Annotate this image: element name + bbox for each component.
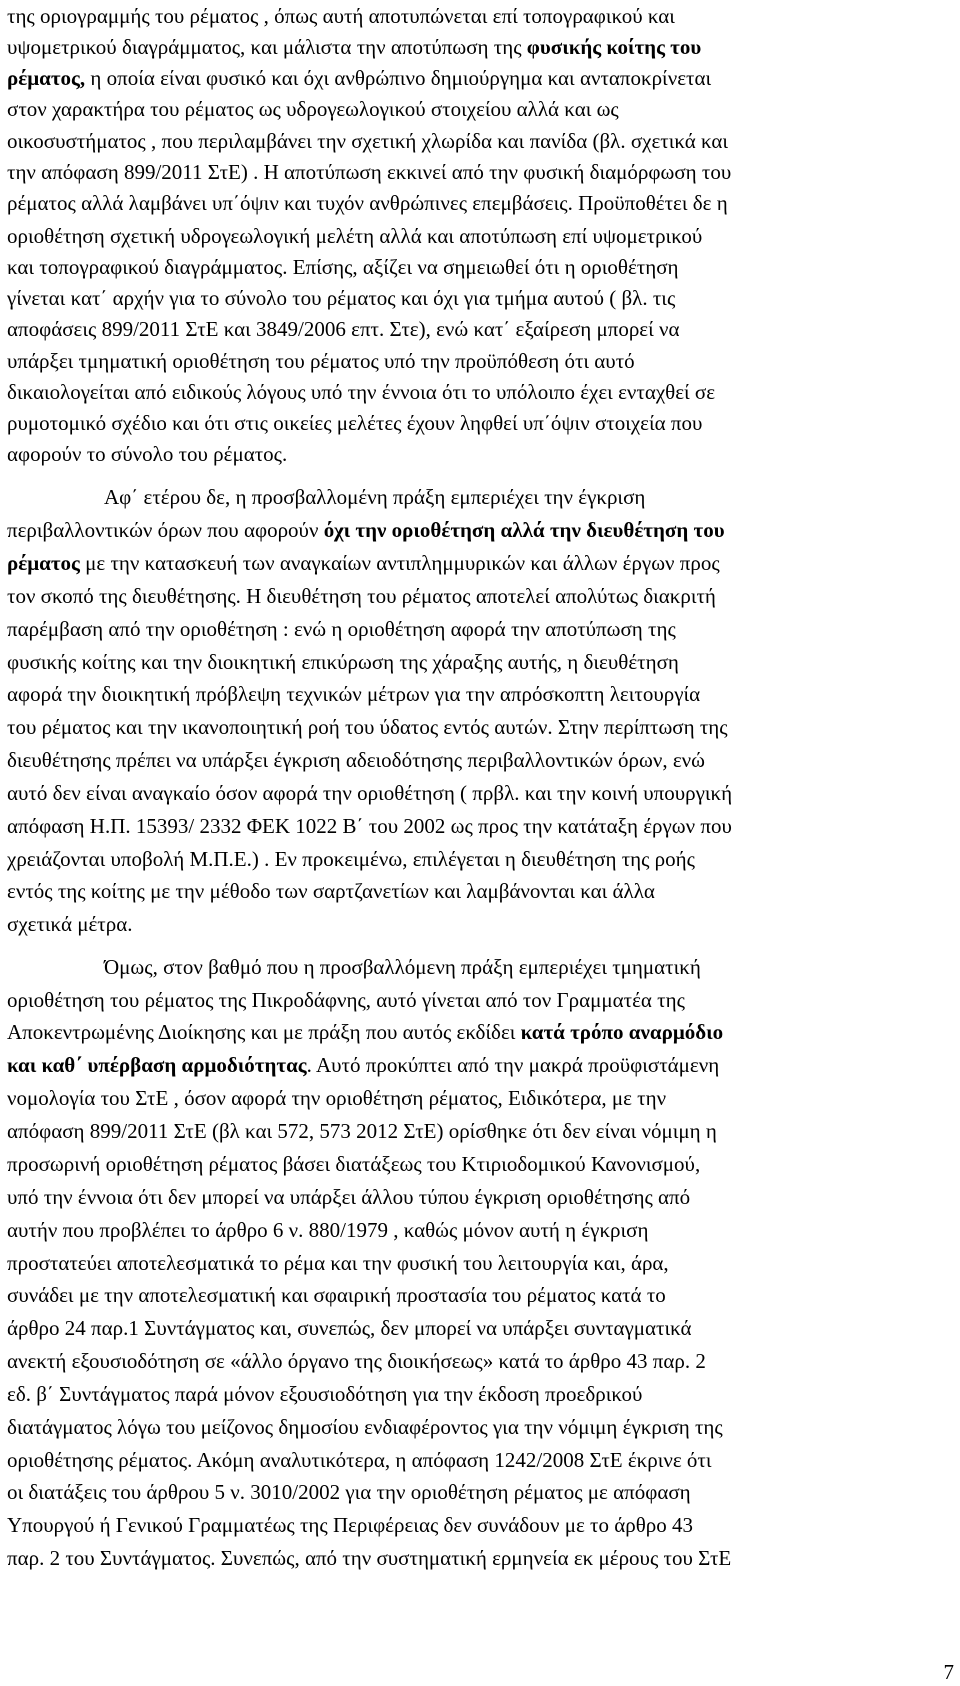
text-line bbox=[7, 1413, 723, 1441]
text-line bbox=[7, 1347, 706, 1375]
text-segment: προστατεύει αποτελεσματικά το ρέμα και την φυσική του λειτουργία και, άρα, bbox=[7, 1251, 669, 1275]
text-segment: περιβαλλοντικών όρων που αφορούν bbox=[7, 518, 324, 542]
bold-text-segment: ρέματος, bbox=[7, 66, 86, 90]
text-line bbox=[7, 910, 132, 938]
text-line bbox=[7, 845, 695, 873]
text-line bbox=[7, 1084, 666, 1112]
text-segment: Αποκεντρωμένης Διοίκησης και με πράξη που αυτός εκδίδει bbox=[7, 1020, 521, 1044]
text-line bbox=[7, 33, 701, 61]
text-line bbox=[7, 877, 655, 905]
text-segment: υπό την έννοια ότι δεν μπορεί να υπάρξει άλλου τύπου έγκριση οριοθέτησης από bbox=[7, 1185, 691, 1209]
text-segment: η οποία είναι φυσικό και όχι ανθρώπινο δημιούργημα και ανταποκρίνεται bbox=[85, 66, 712, 90]
text-line bbox=[7, 1281, 666, 1309]
text-segment: του ρέματος και την ικανοποιητική ροή του ύδατος εντός αυτών. Στην περίπτωση της bbox=[7, 715, 728, 739]
text-line bbox=[7, 1544, 731, 1572]
text-segment: απόφαση Η.Π. 15393/ 2332 ΦΕΚ 1022 Β΄ του 2002 ως προς την κατάταξη έργων που bbox=[7, 814, 732, 838]
bold-text-segment: όχι την οριοθέτηση αλλά την διευθέτηση του bbox=[323, 518, 725, 542]
bold-text-segment: και καθ΄ υπέρβαση αρμοδιότητας bbox=[7, 1053, 307, 1077]
text-line bbox=[7, 1117, 717, 1145]
text-line bbox=[7, 1051, 719, 1079]
text-segment: γίνεται κατ΄ αρχήν για το σύνολο του ρέματος και όχι για τμήμα αυτού ( βλ. τις bbox=[7, 286, 676, 310]
text-segment: νομολογία του ΣτΕ , όσον αφορά την οριοθέτηση ρέματος, Ειδικότερα, με την bbox=[7, 1086, 667, 1110]
text-segment: την απόφαση 899/2011 ΣτΕ) . Η αποτύπωση εκκινεί από την φυσική διαμόρφωση του bbox=[7, 160, 732, 184]
text-line bbox=[7, 648, 679, 676]
text-line bbox=[7, 1150, 700, 1178]
text-segment: αφορά την διοικητική πρόβλεψη τεχνικών μέτρων για την απρόσκοπτη λειτουργία bbox=[7, 682, 701, 706]
text-line bbox=[7, 1314, 692, 1342]
text-line bbox=[7, 95, 619, 123]
text-segment: προσωρινή οριοθέτηση ρέματος βάσει διατάξεως του Κτιριοδομικού Κανονισμού, bbox=[7, 1152, 701, 1176]
text-line bbox=[7, 64, 711, 92]
text-line bbox=[7, 746, 705, 774]
text-line bbox=[7, 1511, 693, 1539]
text-segment: αφορούν το σύνολο του ρέματος. bbox=[7, 442, 288, 466]
text-line bbox=[7, 1216, 648, 1244]
text-line bbox=[104, 953, 701, 981]
text-segment: στον χαρακτήρα του ρέματος ως υδρογεωλογικού στοιχείου αλλά και ως bbox=[7, 97, 619, 121]
text-segment: Αφ΄ ετέρου δε, η προσβαλλομένη πράξη εμπεριέχει την έγκριση bbox=[104, 485, 646, 509]
text-segment: υπάρξει τμηματική οριοθέτηση του ρέματος υπό την προϋπόθεση ότι αυτό bbox=[7, 349, 635, 373]
text-line bbox=[104, 483, 645, 511]
text-line bbox=[7, 284, 675, 312]
text-line bbox=[7, 1018, 723, 1046]
text-line bbox=[7, 222, 702, 250]
text-segment: αυτήν που προβλέπει το άρθρο 6 ν. 880/1979 , καθώς μόνον αυτή η έγκριση bbox=[7, 1218, 649, 1242]
text-segment: ρέματος αλλά λαμβάνει υπ΄όψιν και τυχόν ανθρώπινες επεμβάσεις. Προϋποθέτει δε η bbox=[7, 191, 728, 215]
text-segment: άρθρο 24 παρ.1 Συντάγματος και, συνεπώς, δεν μπορεί να υπάρξει συνταγματικά bbox=[7, 1316, 692, 1340]
text-line bbox=[7, 1478, 691, 1506]
text-line bbox=[7, 127, 728, 155]
text-line bbox=[7, 378, 715, 406]
text-segment: συνάδει με την αποτελεσματική και σφαιρική προστασία του ρέματος κατά το bbox=[7, 1283, 666, 1307]
text-line bbox=[7, 812, 732, 840]
text-segment: οριοθέτηση του ρέματος της Πικροδάφνης, αυτό γίνεται από τον Γραμματέα της bbox=[7, 988, 685, 1012]
text-segment: παρ. 2 του Συντάγματος. Συνεπώς, από την συστηματική ερμηνεία εκ μέρους του ΣτΕ bbox=[7, 1546, 732, 1570]
text-segment: τον σκοπό της διευθέτησης. Η διευθέτηση του ρέματος αποτελεί απολύτως διακριτή bbox=[7, 584, 716, 608]
text-line bbox=[7, 779, 732, 807]
bold-text-segment: κατά τρόπο αναρμόδιο bbox=[520, 1020, 724, 1044]
text-segment: υψομετρικού διαγράμματος, και μάλιστα την αποτύπωση της bbox=[7, 35, 527, 59]
text-line bbox=[7, 986, 685, 1014]
text-segment: χρειάζονται υποβολή Μ.Π.Ε.) . Εν προκειμένω, επιλέγεται η διευθέτηση της ροής bbox=[7, 847, 695, 871]
text-segment: Υπουργού ή Γενικού Γραμματέως της Περιφέρειας δεν συνάδουν με το άρθρο 43 bbox=[7, 1513, 694, 1537]
text-line bbox=[7, 347, 635, 375]
text-segment: διατάγματος λόγω του μείζονος δημοσίου ενδιαφέροντος για την νόμιμη έγκριση της bbox=[7, 1415, 723, 1439]
text-line bbox=[7, 2, 675, 30]
text-segment: οικοσυστήματος , που περιλαμβάνει την σχετική χλωρίδα και πανίδα (βλ. σχετικά και bbox=[7, 129, 729, 153]
text-line bbox=[7, 1446, 712, 1474]
text-line bbox=[7, 549, 720, 577]
text-segment: οριοθέτησης ρέματος. Ακόμη αναλυτικότερα, η απόφαση 1242/2008 ΣτΕ έκρινε ότι bbox=[7, 1448, 712, 1472]
text-segment: ανεκτή εξουσιοδότηση σε «άλλο όργανο της διοικήσεως» κατά το άρθρο 43 παρ. 2 bbox=[7, 1349, 706, 1373]
text-line bbox=[7, 516, 725, 544]
text-line bbox=[7, 440, 287, 468]
text-segment: αποφάσεις 899/2011 ΣτΕ και 3849/2006 επτ. Στε), ενώ κατ΄ εξαίρεση μπορεί να bbox=[7, 317, 680, 341]
text-line bbox=[7, 315, 680, 343]
text-segment: δικαιολογείται από ειδικούς λόγους υπό την έννοια ότι το υπόλοιπο έχει ενταχθεί σε bbox=[7, 380, 716, 404]
text-line bbox=[7, 158, 731, 186]
text-line bbox=[7, 189, 728, 217]
text-line bbox=[7, 1249, 669, 1277]
bold-text-segment: ρέματος bbox=[7, 551, 80, 575]
text-segment: οι διατάξεις του άρθρου 5 ν. 3010/2002 για την οριοθέτηση ρέματος με απόφαση bbox=[7, 1480, 691, 1504]
text-segment: Όμως, στον βαθμό που η προσβαλλόμενη πράξη εμπεριέχει τμηματική bbox=[104, 955, 701, 979]
text-segment: εδ. β΄ Συντάγματος παρά μόνον εξουσιοδότηση για την έκδοση προεδρικού bbox=[7, 1382, 643, 1406]
text-line bbox=[7, 713, 728, 741]
text-segment: παρέμβαση από την οριοθέτηση : ενώ η οριοθέτηση αφορά την αποτύπωση της bbox=[7, 617, 676, 641]
text-segment: και τοπογραφικού διαγράμματος. Επίσης, αξίζει να σημειωθεί ότι η οριοθέτηση bbox=[7, 255, 679, 279]
text-segment: διευθέτησης πρέπει να υπάρξει έγκριση αδειοδότησης περιβαλλοντικών όρων, ενώ bbox=[7, 748, 705, 772]
page-number: 7 bbox=[943, 1660, 954, 1684]
text-line bbox=[7, 615, 676, 643]
text-line bbox=[7, 680, 700, 708]
text-segment: αυτό δεν είναι αναγκαίο όσον αφορά την οριοθέτηση ( πρβλ. και την κοινή υπουργική bbox=[7, 781, 733, 805]
text-segment: με την κατασκευή των αναγκαίων αντιπλημμυρικών και άλλων έργων προς bbox=[79, 551, 720, 575]
text-segment: . Αυτό προκύπτει από την μακρά προϋφιστάμενη bbox=[306, 1053, 720, 1077]
text-segment: οριοθέτηση σχετική υδρογεωλογική μελέτη αλλά και αποτύπωση επί υψομετρικού bbox=[7, 224, 703, 248]
text-line bbox=[7, 1183, 690, 1211]
text-segment: της οριογραμμής του ρέματος , όπως αυτή αποτυπώνεται επί τοπογραφικού και bbox=[7, 4, 675, 28]
text-segment: εντός της κοίτης με την μέθοδο των σαρτζανετίων και λαμβάνονται και άλλα bbox=[7, 879, 655, 903]
text-segment: ρυμοτομικό σχέδιο και ότι στις οικείες μελέτες έχουν ληφθεί υπ΄όψιν στοιχεία που bbox=[7, 411, 703, 435]
text-segment: φυσικής κοίτης και την διοικητική επικύρωση της χάραξης αυτής, η διευθέτηση bbox=[7, 650, 679, 674]
text-segment: σχετικά μέτρα. bbox=[7, 912, 133, 936]
text-line bbox=[7, 582, 716, 610]
text-line bbox=[7, 409, 702, 437]
text-line bbox=[7, 1380, 642, 1408]
bold-text-segment: φυσικής κοίτης του bbox=[526, 35, 702, 59]
text-segment: απόφαση 899/2011 ΣτΕ (βλ και 572, 573 2012 ΣτΕ) ορίσθηκε ότι δεν είναι νόμιμη η bbox=[7, 1119, 717, 1143]
text-line bbox=[7, 253, 679, 281]
